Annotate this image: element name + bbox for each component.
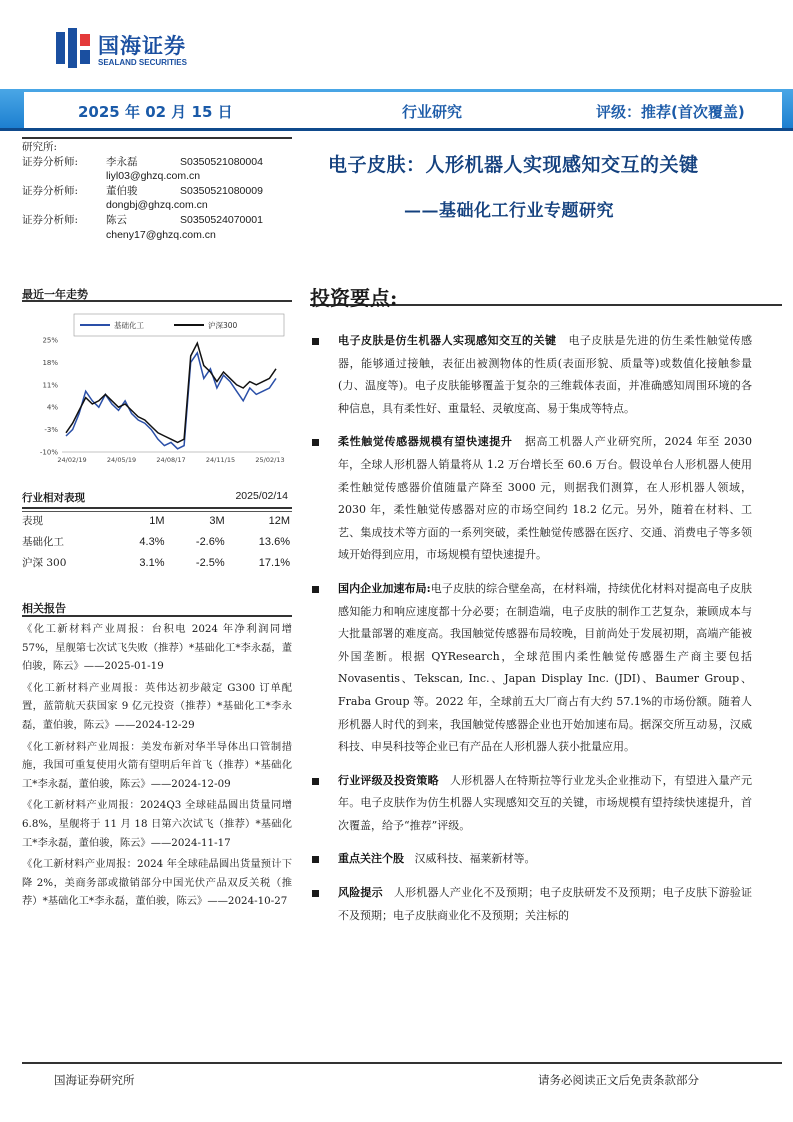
table-cell: 沪深 300	[22, 557, 67, 569]
point-text: 电子皮肤是先进的仿生柔性触觉传感器，能够通过接触，表征出被测物体的性质(表面形貌、质量等)或数值化接触参量(力、温度等)。电子皮肤能够覆盖于复杂的三维载体表面，并准确感知周围环境的各种信息，具有柔性好、重量轻、灵敏度高、易于集成等特点。	[338, 334, 752, 415]
table-cell: 4.3%	[139, 535, 165, 548]
x-tick-label: 24/05/19	[106, 456, 137, 464]
square-bullet-icon	[312, 890, 319, 897]
y-tick-label: 4%	[46, 403, 58, 412]
related-reports-label: 相关报告	[22, 602, 66, 615]
analyst-email[interactable]: cheny17@ghzq.com.cn	[106, 228, 216, 241]
point-text: 据高工机器人产业研究所，2024 年至 2030 年，全球人形机器人销量将从 1.2 万台增长至 60.6 万台。假设单台人形机器人使用柔性触觉传感器价值随量产降至 3000 元，则据我们测算，在人形机器人领域，2030 年，柔性触觉传感器对应的市场空间约 18.2 亿元。另外，随着在材料、工艺、集成技术等方面的一系列突破，柔性触觉传感器在医疗、交通、消费电子等多领域开始得到应用，市场规模有望快速提升。	[338, 435, 752, 562]
analyst-heading: 研究所:	[22, 141, 58, 153]
x-tick-label: 24/02/19	[57, 456, 87, 464]
y-tick-label: -3%	[44, 426, 58, 435]
table-header-cell: 1M	[149, 514, 165, 527]
point-lead: 电子皮肤是仿生机器人实现感知交互的关键	[338, 334, 557, 347]
brand-logo	[54, 26, 214, 72]
square-bullet-icon	[312, 778, 319, 785]
key-points-title: 投资要点:	[310, 286, 398, 310]
table-row	[22, 531, 290, 552]
y-tick-label: 18%	[42, 358, 58, 367]
x-tick-label: 25/02/13	[255, 456, 285, 464]
table-cell: 基础化工	[22, 536, 64, 548]
analyst-name: 陈云	[106, 213, 127, 226]
list-item[interactable]: 《化工新材料产业周报：2024 年全球硅晶圆出货量预计下降 2%，美商务部或撤销部分中国光伏产品双反关税（推荐）*基础化工*李永磊，董伯骏，陈云》——2024-10-27	[22, 858, 292, 908]
analyst-name: 李永磊	[106, 155, 138, 168]
square-bullet-icon	[312, 439, 319, 446]
table-header-cell: 12M	[268, 514, 290, 527]
table-cell: 3.1%	[139, 556, 165, 569]
performance-table-block	[22, 490, 290, 573]
y-tick-label: 25%	[42, 336, 58, 345]
point-text: 汉威科技、福莱新材等。	[414, 852, 536, 866]
list-item[interactable]: 《化工新材料产业周报：台积电 2024 年净利润同增 57%，星舰第七次试飞失败（推荐）*基础化工*李永磊，董伯骏，陈云》——2025-01-19	[22, 623, 293, 673]
square-bullet-icon	[312, 586, 319, 593]
table-cell: -2.5%	[195, 556, 225, 569]
list-item	[310, 330, 752, 420]
analyst-code: S0350524070001	[180, 213, 263, 226]
y-tick-label: 11%	[42, 381, 58, 390]
analyst-code: S0350521080004	[180, 155, 263, 168]
footer-institute: 国海证券研究所	[54, 1073, 135, 1087]
point-text: 人形机器人在特斯拉等行业龙头企业推动下，有望进入量产元年。电子皮肤作为仿生机器人实现感知交互的关键，市场规模有望持续快速提升，首次覆盖，给予“推荐”评级。	[338, 773, 753, 832]
report-title: 电子皮肤：人形机器人实现感知交互的关键	[328, 154, 699, 176]
point-lead: 国内企业加速布局:	[338, 581, 431, 595]
list-item	[310, 882, 752, 927]
analyst-label: 证券分析师:	[22, 184, 79, 197]
list-item[interactable]: 《化工新材料产业周报：英伟达初步敲定 G300 订单配置，蓝箭航天获国家 9 亿元投资（推荐）*基础化工*李永磊，董伯骏，陈云》——2024-12-29	[22, 681, 292, 731]
list-item	[310, 848, 752, 871]
list-item	[310, 431, 752, 567]
report-type: 行业研究	[402, 103, 463, 121]
point-lead: 柔性触觉传感器规模有望快速提升	[338, 435, 513, 449]
brand-name-en: SEALAND SECURITIES	[98, 58, 187, 67]
table-header-cell: 3M	[209, 514, 225, 527]
key-points-list	[310, 330, 752, 938]
table-row	[22, 552, 290, 573]
table-header-row	[22, 510, 290, 531]
point-lead: 行业评级及投资策略	[338, 773, 439, 787]
point-text: 电子皮肤的综合壁垒高，在材料端，持续优化材料对提高电子皮肤感知能力和响应速度都十分必要；在制造端，电子皮肤的制作工艺复杂，兼顾成本与大批量部署的难度高。我国触觉传感器布局较晚，目前尚处于发展初期，高端产能被外国垄断。根据 QYResearch，全球范围内柔性触觉传感器生产商主要包括 Novasentis、Tekscan, Inc.、Japan Display Inc. (JDI)、Baumer Group、Fraba Group 等。2022 年，全球前五大厂商占有大约 57.1%的市场份额。随着人形机器人时代的到来，我国触觉传感器企业也开始加速布局。据深交所互动易，汉威科技、申昊科技等企业已有产品在人形机器人获小批量应用。	[338, 581, 753, 754]
report-date: 2025 年 02 月 15 日	[78, 103, 233, 121]
analyst-email[interactable]: liyl03@ghzq.com.cn	[106, 170, 201, 183]
trend-label: 最近一年走势	[22, 288, 88, 301]
list-item[interactable]: 《化工新材料产业周报：美发布新对华半导体出口管制措施，我国可重复使用火箭有望明后年首飞（推荐）*基础化工*李永磊，董伯骏，陈云》——2024-12-09	[22, 740, 292, 790]
legend-label: 基础化工	[114, 321, 144, 330]
point-lead: 风险提示	[338, 886, 383, 900]
footer-divider	[22, 1062, 782, 1064]
trend-chart	[22, 306, 290, 476]
analyst-label: 证券分析师:	[22, 213, 79, 226]
y-tick-label: -10%	[39, 448, 58, 457]
list-item	[310, 578, 752, 759]
table-header-cell: 表现	[22, 515, 43, 527]
table-cell: 13.6%	[258, 535, 290, 548]
table-cell: 17.1%	[258, 556, 290, 569]
square-bullet-icon	[312, 338, 319, 345]
analyst-email[interactable]: dongbj@ghzq.com.cn	[106, 199, 208, 212]
analyst-block	[22, 140, 292, 242]
brand-name: 国海证券	[98, 34, 186, 58]
analyst-label: 证券分析师:	[22, 155, 79, 168]
footer-disclaimer[interactable]: 请务必阅读正文后免责条款部分	[538, 1073, 699, 1087]
list-item	[310, 770, 752, 838]
x-tick-label: 24/08/17	[156, 456, 186, 464]
point-lead: 重点关注个股	[338, 852, 404, 866]
report-rating: 评级：推荐(首次覆盖)	[596, 103, 745, 121]
legend-label: 沪深300	[208, 321, 238, 330]
series-line-csi300	[66, 343, 276, 442]
point-text: 人形机器人产业化不及预期；电子皮肤研发不及预期；电子皮肤下游验证不及预期；电子皮肤商业化不及预期；关注标的	[338, 886, 753, 922]
report-subtitle: ——基础化工行业专题研究	[404, 201, 614, 221]
performance-label: 行业相对表现	[22, 492, 85, 504]
performance-table	[22, 510, 290, 573]
square-bullet-icon	[312, 856, 319, 863]
analyst-name: 董伯骏	[106, 184, 138, 197]
table-cell: -2.6%	[195, 535, 225, 548]
related-reports-list	[22, 620, 292, 914]
analyst-code: S0350521080009	[180, 184, 263, 197]
divider	[22, 137, 292, 139]
list-item[interactable]: 《化工新材料产业周报：2024Q3 全球硅晶圆出货量同增 6.8%，星舰将于 11 月 18 日第六次试飞（推荐）*基础化工*李永磊，董伯骏，陈云》——2024-11-17	[22, 799, 292, 849]
sealand-logo-icon	[54, 26, 94, 70]
performance-date: 2025/02/14	[235, 490, 288, 502]
x-tick-label: 24/11/15	[205, 456, 236, 464]
